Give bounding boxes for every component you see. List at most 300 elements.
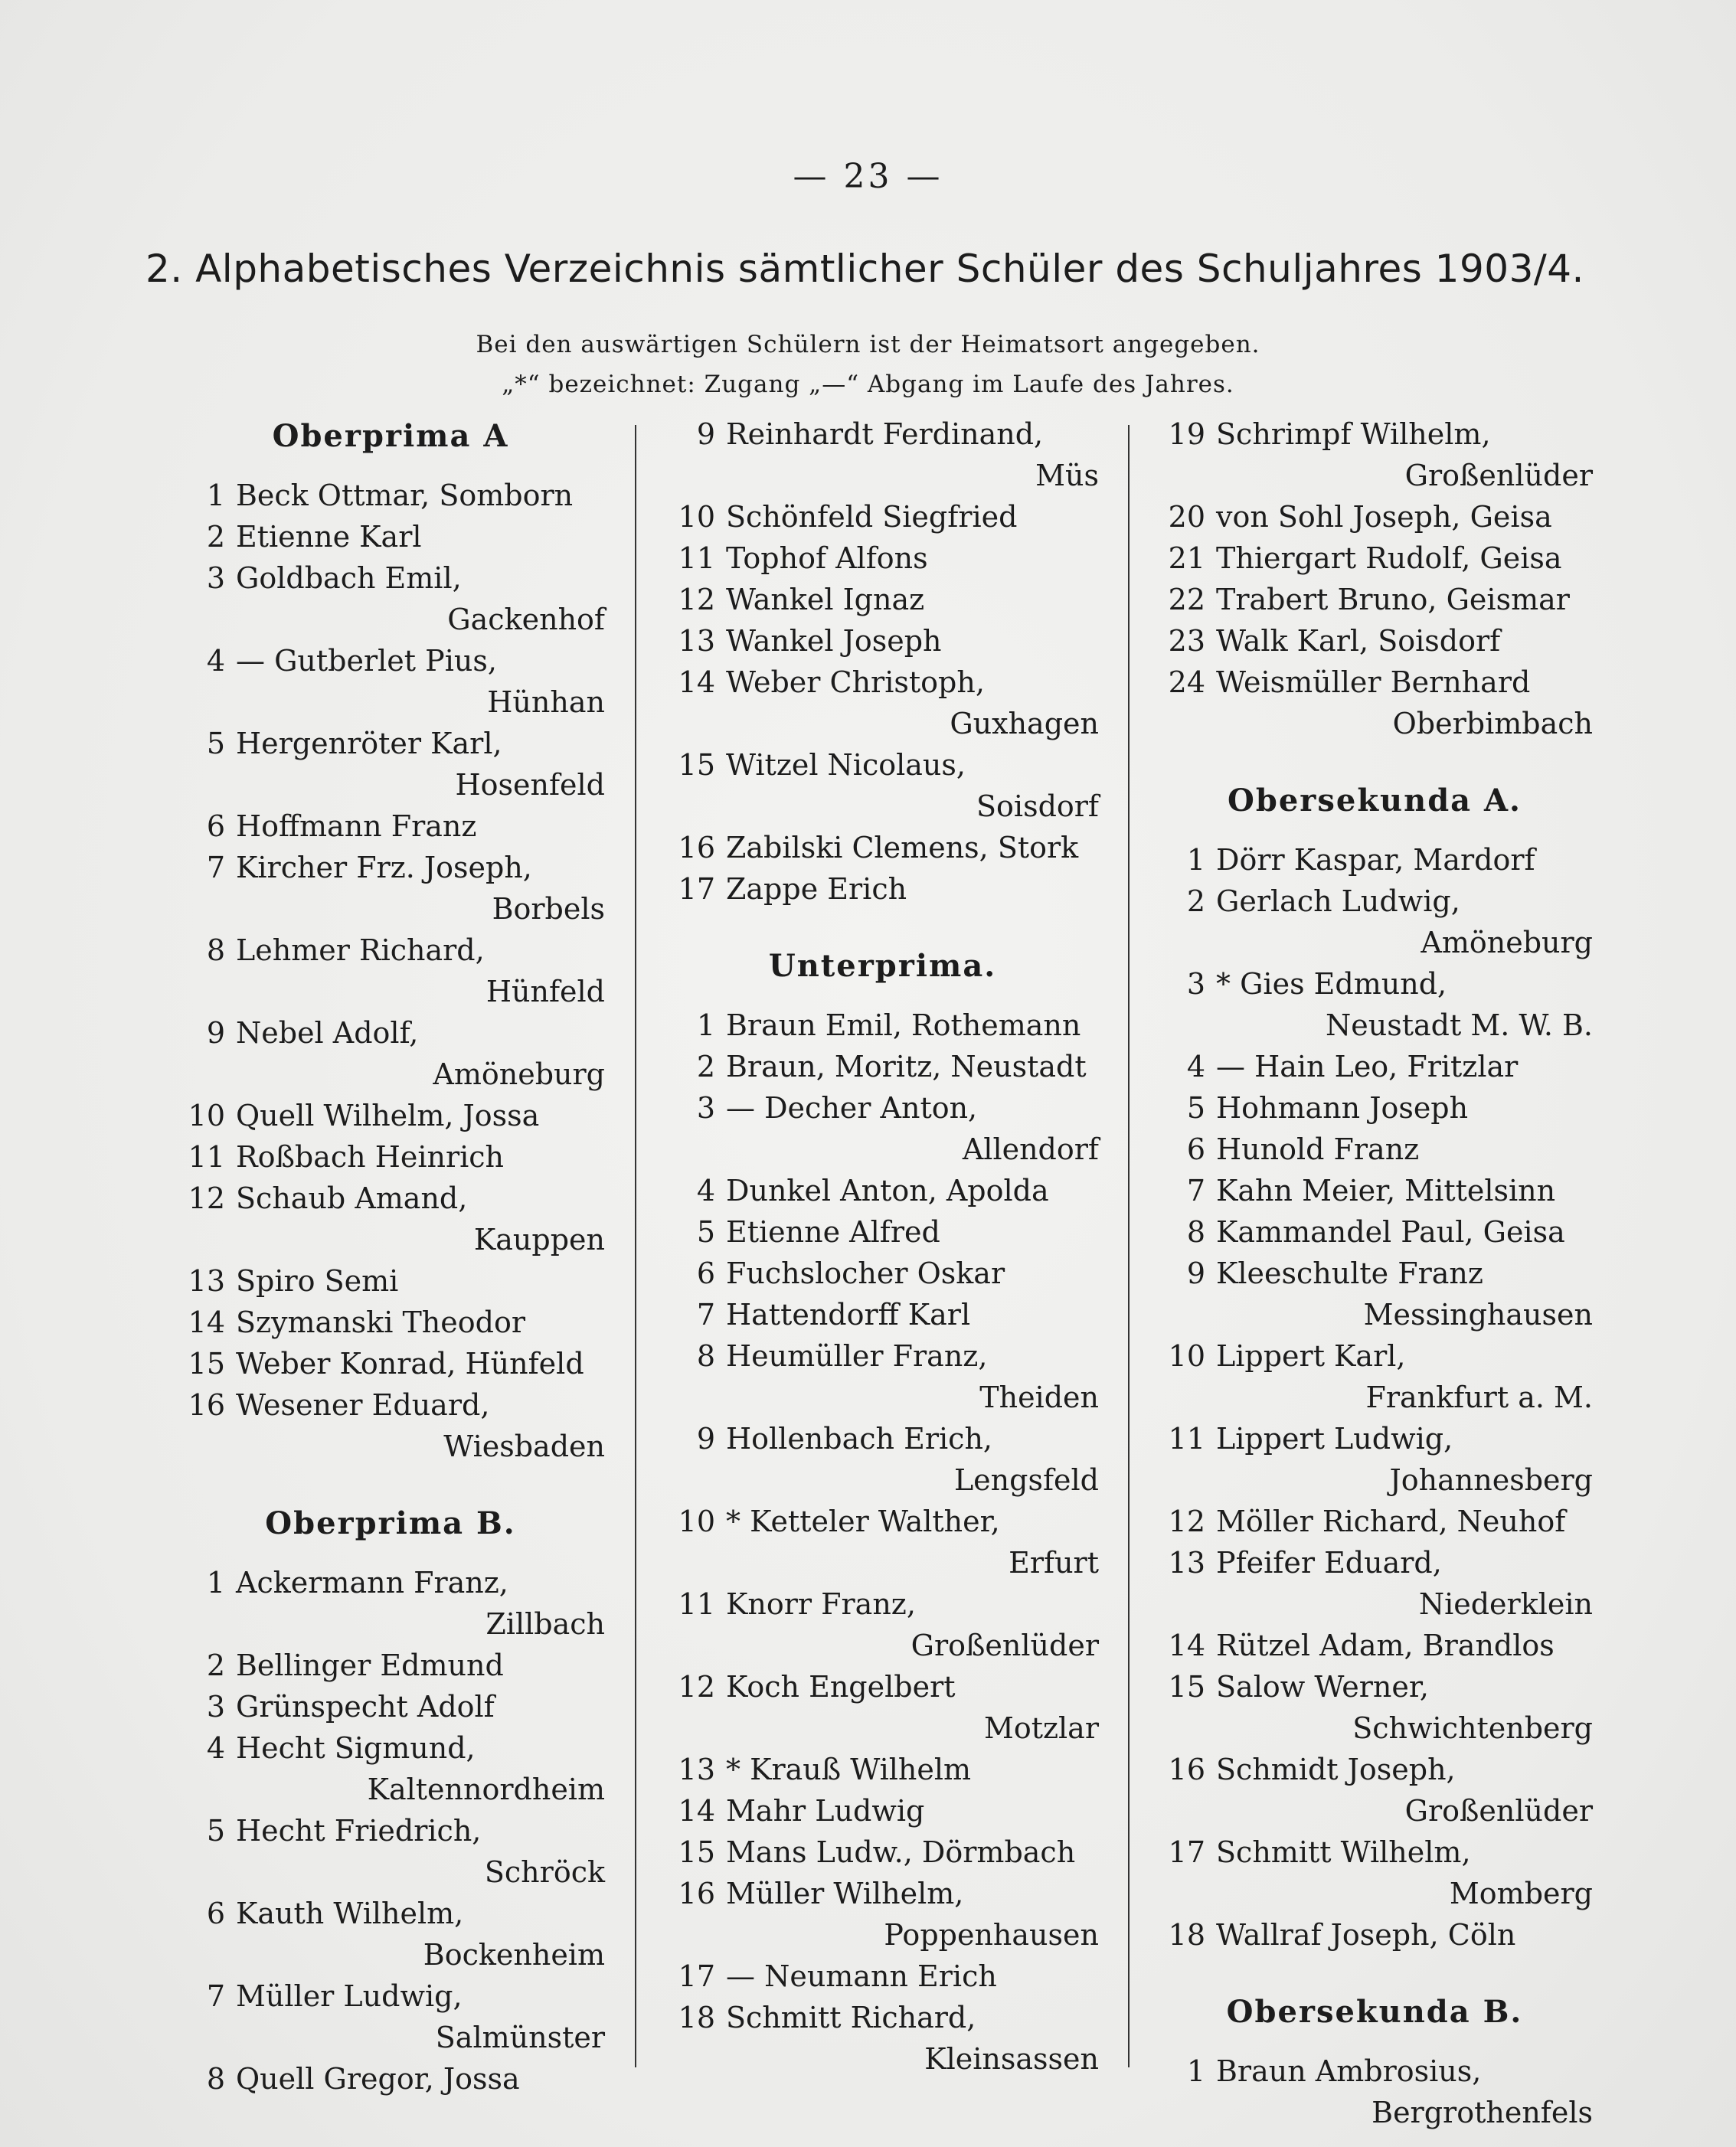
column-divider: [1128, 425, 1130, 2067]
student-entry: [176, 1384, 605, 1467]
student-number: 23: [1168, 624, 1205, 658]
student-hometown: Neustadt M. W. B.: [1326, 1008, 1593, 1042]
student-hometown: Schröck: [484, 1855, 605, 1889]
student-name: * Krauß Wilhelm: [726, 1753, 972, 1786]
class-heading: Oberprima B.: [265, 1505, 516, 1541]
student-line: [176, 1178, 605, 1219]
student-number: 11: [188, 1140, 225, 1174]
student-line: [1156, 963, 1593, 1005]
student-name: Rützel Adam, Brandlos: [1216, 1629, 1555, 1662]
student-entry: [666, 1749, 1099, 1790]
student-line: [176, 1260, 605, 1302]
student-hometown: Müs: [1035, 459, 1099, 492]
student-line: [1156, 1335, 1593, 1377]
student-number: 12: [678, 583, 715, 616]
student-entry: [176, 1302, 605, 1343]
student-line: [666, 413, 1099, 455]
student-line: [1156, 881, 1593, 922]
note-line-1: Bei den auswärtigen Schülern ist der Heimatsort angegeben.: [476, 331, 1260, 358]
student-entry: [666, 827, 1099, 868]
page-heading: 2. Alphabetisches Verzeichnis sämtlicher Schüler des Schuljahres 1903/4.: [145, 247, 1584, 291]
student-name: Schaub Amand,: [236, 1181, 468, 1215]
student-number: 3: [206, 561, 225, 595]
student-name: Reinhardt Ferdinand,: [726, 417, 1044, 451]
student-entry: [1156, 1046, 1593, 1087]
student-entry: [666, 662, 1099, 744]
student-line: [1156, 1501, 1593, 1542]
student-number: 11: [1168, 1422, 1205, 1456]
student-entry: [1156, 1129, 1593, 1170]
student-line: [176, 847, 605, 888]
student-line: [666, 1583, 1099, 1625]
student-line: [176, 930, 605, 971]
student-hometown: Messinghausen: [1363, 1298, 1593, 1332]
student-line: [666, 1046, 1099, 1087]
student-line: [1156, 1087, 1593, 1129]
student-name: Schmitt Richard,: [726, 2001, 976, 2034]
student-name: Goldbach Emil,: [236, 561, 462, 595]
student-hometown: Lengsfeld: [953, 1463, 1099, 1497]
student-line: [176, 1810, 605, 1851]
student-number: 8: [206, 933, 225, 967]
student-entry: [1156, 1418, 1593, 1501]
student-entry: [666, 744, 1099, 827]
student-hometown: Kaltennordheim: [367, 1773, 605, 1806]
student-entry: [666, 413, 1099, 496]
student-number: 1: [696, 1008, 715, 1042]
student-hometown: Niederklein: [1418, 1587, 1593, 1621]
student-number: 5: [206, 1814, 225, 1848]
student-line: [1156, 538, 1593, 579]
student-hometown: Kleinsassen: [924, 2042, 1099, 2076]
student-number: 10: [678, 500, 715, 534]
student-name: Gerlach Ludwig,: [1216, 884, 1460, 918]
student-hometown: Gackenhof: [447, 603, 605, 636]
student-number: 5: [696, 1215, 715, 1249]
student-entry: [176, 1012, 605, 1095]
student-number: 9: [206, 1016, 225, 1050]
student-name: von Sohl Joseph, Geisa: [1216, 500, 1552, 534]
student-line: [1156, 1625, 1593, 1666]
student-number: 6: [696, 1257, 715, 1290]
student-entry: [176, 806, 605, 847]
student-line: [176, 1562, 605, 1603]
student-hometown: Borbels: [492, 892, 605, 926]
student-line: [666, 868, 1099, 910]
student-line: [666, 1749, 1099, 1790]
student-entry: [666, 1832, 1099, 1873]
student-line: [1156, 1832, 1593, 1873]
column-3: [1156, 413, 1593, 2133]
student-entry: [1156, 1170, 1593, 1211]
student-name: Spiro Semi: [236, 1264, 399, 1298]
student-name: Lehmer Richard,: [236, 933, 485, 967]
student-line: [666, 1501, 1099, 1542]
student-entry: [666, 538, 1099, 579]
student-number: 7: [206, 1979, 225, 2013]
student-number: 1: [1186, 843, 1205, 877]
student-entry: [176, 1136, 605, 1178]
student-number: 1: [206, 479, 225, 512]
student-name: Dunkel Anton, Apolda: [726, 1174, 1049, 1207]
student-name: Hattendorff Karl: [726, 1298, 971, 1332]
student-name: Lippert Karl,: [1216, 1339, 1406, 1373]
student-entry: [666, 1211, 1099, 1253]
class-heading: Unterprima.: [768, 948, 997, 984]
student-line: [176, 475, 605, 516]
column-divider: [635, 425, 636, 2067]
student-name: Salow Werner,: [1216, 1670, 1429, 1704]
student-entry: [1156, 963, 1593, 1046]
student-number: 9: [696, 1422, 715, 1456]
student-hometown: Hosenfeld: [455, 768, 605, 802]
student-line: [666, 827, 1099, 868]
student-number: 24: [1168, 665, 1205, 699]
student-name: Wankel Joseph: [726, 624, 942, 658]
student-number: 14: [678, 1794, 715, 1828]
student-name: Schmidt Joseph,: [1216, 1753, 1456, 1786]
student-name: Müller Ludwig,: [236, 1979, 463, 2013]
student-entry: [666, 1997, 1099, 2080]
student-entry: [1156, 1914, 1593, 1956]
student-entry: [176, 1893, 605, 1975]
student-hometown: Poppenhausen: [884, 1918, 1099, 1952]
student-name: Mahr Ludwig: [726, 1794, 925, 1828]
student-entry: [666, 496, 1099, 538]
student-line: [666, 1294, 1099, 1335]
student-hometown: Großenlüder: [911, 1629, 1099, 1662]
student-line: [666, 1170, 1099, 1211]
student-entry: [176, 475, 605, 516]
student-line: [666, 1666, 1099, 1707]
student-line: [1156, 1542, 1593, 1583]
column-2: [666, 413, 1099, 2080]
student-line: [1156, 496, 1593, 538]
student-name: Hoffmann Franz: [236, 809, 477, 843]
student-name: * Gies Edmund,: [1216, 967, 1447, 1001]
student-number: 16: [678, 1877, 715, 1910]
student-number: 6: [1186, 1132, 1205, 1166]
student-line: [176, 557, 605, 599]
student-name: Bellinger Edmund: [236, 1649, 504, 1682]
student-line: [1156, 1046, 1593, 1087]
student-name: Hecht Friedrich,: [236, 1814, 482, 1848]
student-line: [1156, 1129, 1593, 1170]
student-name: Thiergart Rudolf, Geisa: [1216, 541, 1562, 575]
class-heading: Oberprima A: [272, 418, 509, 454]
student-entry: [176, 1178, 605, 1260]
student-hometown: Erfurt: [1009, 1546, 1099, 1580]
student-line: [666, 1790, 1099, 1832]
student-entry: [1156, 1542, 1593, 1625]
student-number: 1: [206, 1566, 225, 1600]
student-number: 4: [696, 1174, 715, 1207]
student-entry: [1156, 662, 1593, 744]
student-entry: [176, 1343, 605, 1384]
student-entry: [176, 1645, 605, 1686]
student-line: [666, 1005, 1099, 1046]
student-name: Zappe Erich: [726, 872, 907, 906]
student-name: Mans Ludw., Dörmbach: [726, 1835, 1076, 1869]
student-line: [1156, 1211, 1593, 1253]
student-hometown: Johannesberg: [1389, 1463, 1593, 1497]
student-entry: [666, 1418, 1099, 1501]
student-entry: [666, 1666, 1099, 1749]
student-hometown: Großenlüder: [1404, 1794, 1593, 1828]
student-line: [1156, 1749, 1593, 1790]
student-line: [176, 1384, 605, 1426]
student-line: [176, 723, 605, 764]
student-entry: [176, 1686, 605, 1727]
student-line: [176, 1012, 605, 1054]
student-line: [666, 1997, 1099, 2038]
student-name: Wankel Ignaz: [726, 583, 925, 616]
student-entry: [1156, 579, 1593, 620]
student-hometown: Bockenheim: [423, 1938, 605, 1972]
student-entry: [1156, 1749, 1593, 1832]
student-line: [176, 1645, 605, 1686]
student-number: 8: [1186, 1215, 1205, 1249]
student-line: [176, 2058, 605, 2100]
student-name: Witzel Nicolaus,: [726, 748, 966, 782]
student-number: 18: [678, 2001, 715, 2034]
student-entry: [1156, 538, 1593, 579]
student-line: [176, 1686, 605, 1727]
student-line: [176, 1893, 605, 1934]
student-number: 6: [206, 809, 225, 843]
student-name: Heumüller Franz,: [726, 1339, 988, 1373]
student-hometown: Großenlüder: [1404, 459, 1593, 492]
student-entry: [1156, 839, 1593, 881]
student-line: [176, 1343, 605, 1384]
student-entry: [1156, 1666, 1593, 1749]
student-name: — Decher Anton,: [726, 1091, 978, 1125]
student-name: Szymanski Theodor: [236, 1306, 525, 1339]
student-name: Quell Wilhelm, Jossa: [236, 1099, 540, 1132]
student-line: [1156, 620, 1593, 662]
student-name: Weber Christoph,: [726, 665, 985, 699]
student-number: 11: [678, 1587, 715, 1621]
student-number: 7: [1186, 1174, 1205, 1207]
student-entry: [666, 1956, 1099, 1997]
student-name: Fuchslocher Oskar: [726, 1257, 1005, 1290]
student-line: [1156, 662, 1593, 703]
student-name: Etienne Karl: [236, 520, 422, 554]
student-name: Schrimpf Wilhelm,: [1216, 417, 1491, 451]
student-entry: [1156, 1087, 1593, 1129]
student-number: 2: [206, 520, 225, 554]
student-line: [666, 496, 1099, 538]
student-line: [666, 1087, 1099, 1129]
student-name: Roßbach Heinrich: [236, 1140, 505, 1174]
student-name: — Hain Leo, Fritzlar: [1216, 1050, 1519, 1083]
student-number: 3: [696, 1091, 715, 1125]
student-number: 22: [1168, 583, 1205, 616]
column-1: [176, 413, 605, 2100]
student-hometown: Motzlar: [983, 1711, 1099, 1745]
student-name: Beck Ottmar, Somborn: [236, 479, 574, 512]
student-entry: [666, 1790, 1099, 1832]
student-number: 12: [678, 1670, 715, 1704]
student-entry: [1156, 1211, 1593, 1253]
student-name: Ackermann Franz,: [236, 1566, 508, 1600]
student-name: * Ketteler Walther,: [726, 1505, 1000, 1538]
student-number: 20: [1168, 500, 1205, 534]
student-number: 3: [206, 1690, 225, 1724]
student-name: Kammandel Paul, Geisa: [1216, 1215, 1565, 1249]
student-name: Tophof Alfons: [726, 541, 928, 575]
student-hometown: Theiden: [979, 1381, 1099, 1414]
student-name: Etienne Alfred: [726, 1215, 940, 1249]
student-hometown: Momberg: [1449, 1877, 1593, 1910]
student-number: 10: [1168, 1339, 1205, 1373]
student-name: Kleeschulte Franz: [1216, 1257, 1483, 1290]
student-number: 13: [1168, 1546, 1205, 1580]
student-name: Schönfeld Siegfried: [726, 500, 1018, 534]
student-entry: [666, 1005, 1099, 1046]
student-entry: [666, 1501, 1099, 1583]
student-line: [666, 620, 1099, 662]
student-number: 2: [206, 1649, 225, 1682]
student-number: 12: [1168, 1505, 1205, 1538]
student-line: [176, 516, 605, 557]
student-hometown: Zillbach: [485, 1607, 605, 1641]
student-number: 2: [1186, 884, 1205, 918]
student-number: 15: [188, 1347, 225, 1381]
student-name: Müller Wilhelm,: [726, 1877, 964, 1910]
student-entry: [1156, 1832, 1593, 1914]
student-line: [666, 1253, 1099, 1294]
student-line: [1156, 1914, 1593, 1956]
student-name: Lippert Ludwig,: [1216, 1422, 1453, 1456]
student-entry: [176, 930, 605, 1012]
student-entry: [1156, 1501, 1593, 1542]
student-entry: [666, 620, 1099, 662]
student-line: [666, 662, 1099, 703]
class-heading: Obersekunda A.: [1228, 783, 1522, 819]
student-name: Kircher Frz. Joseph,: [236, 851, 532, 884]
student-entry: [176, 1810, 605, 1893]
student-line: [176, 1975, 605, 2017]
student-entry: [1156, 1253, 1593, 1335]
student-name: Knorr Franz,: [726, 1587, 916, 1621]
student-line: [1156, 1418, 1593, 1459]
student-name: Koch Engelbert: [726, 1670, 956, 1704]
student-line: [666, 1873, 1099, 1914]
student-number: 16: [188, 1388, 225, 1422]
student-line: [666, 1956, 1099, 1997]
student-name: Trabert Bruno, Geismar: [1216, 583, 1570, 616]
student-line: [666, 538, 1099, 579]
student-number: 17: [678, 1959, 715, 1993]
student-entry: [176, 847, 605, 930]
student-name: Braun Ambrosius,: [1216, 2054, 1482, 2088]
student-entry: [176, 557, 605, 640]
student-number: 7: [696, 1298, 715, 1332]
student-name: Kahn Meier, Mittelsinn: [1216, 1174, 1556, 1207]
student-number: 6: [206, 1897, 225, 1930]
student-entry: [1156, 1625, 1593, 1666]
student-entry: [666, 1335, 1099, 1418]
student-name: Dörr Kaspar, Mardorf: [1216, 843, 1535, 877]
student-line: [176, 1095, 605, 1136]
page-number: — 23 —: [793, 157, 943, 196]
student-name: Braun, Moritz, Neustadt: [726, 1050, 1087, 1083]
student-line: [1156, 413, 1593, 455]
student-entry: [176, 1562, 605, 1645]
student-number: 14: [188, 1306, 225, 1339]
student-entry: [666, 1170, 1099, 1211]
student-number: 14: [1168, 1629, 1205, 1662]
student-entry: [176, 640, 605, 723]
student-entry: [176, 516, 605, 557]
student-entry: [666, 1087, 1099, 1170]
student-entry: [666, 1253, 1099, 1294]
student-line: [666, 1832, 1099, 1873]
student-line: [1156, 579, 1593, 620]
student-entry: [176, 1095, 605, 1136]
student-number: 21: [1168, 541, 1205, 575]
student-name: — Gutberlet Pius,: [236, 644, 497, 678]
student-number: 15: [678, 1835, 715, 1869]
student-hometown: Kauppen: [473, 1223, 605, 1257]
student-number: 15: [678, 748, 715, 782]
student-line: [1156, 839, 1593, 881]
student-name: — Neumann Erich: [726, 1959, 997, 1993]
student-line: [666, 1335, 1099, 1377]
student-entry: [666, 868, 1099, 910]
student-number: 8: [206, 2062, 225, 2096]
student-entry: [1156, 1335, 1593, 1418]
student-line: [666, 1418, 1099, 1459]
student-number: 13: [188, 1264, 225, 1298]
student-name: Pfeifer Eduard,: [1216, 1546, 1442, 1580]
student-hometown: Oberbimbach: [1392, 707, 1593, 740]
student-hometown: Amöneburg: [1421, 926, 1593, 959]
student-number: 2: [696, 1050, 715, 1083]
student-number: 13: [678, 624, 715, 658]
student-number: 9: [696, 417, 715, 451]
student-line: [176, 1302, 605, 1343]
student-hometown: Allendorf: [962, 1132, 1099, 1166]
student-hometown: Hünhan: [487, 685, 605, 719]
student-line: [176, 640, 605, 681]
student-entry: [176, 2058, 605, 2100]
student-line: [666, 744, 1099, 786]
student-entry: [1156, 620, 1593, 662]
student-number: 17: [1168, 1835, 1205, 1869]
student-name: Nebel Adolf,: [236, 1016, 419, 1050]
student-number: 7: [206, 851, 225, 884]
student-entry: [176, 1260, 605, 1302]
student-number: 1: [1186, 2054, 1205, 2088]
student-number: 14: [678, 665, 715, 699]
student-number: 18: [1168, 1918, 1205, 1952]
student-name: Hohmann Joseph: [1216, 1091, 1469, 1125]
student-line: [1156, 1253, 1593, 1294]
student-hometown: Guxhagen: [950, 707, 1099, 740]
student-entry: [1156, 2051, 1593, 2133]
student-number: 12: [188, 1181, 225, 1215]
student-name: Braun Emil, Rothemann: [726, 1008, 1081, 1042]
student-line: [1156, 1170, 1593, 1211]
student-entry: [666, 1583, 1099, 1666]
student-number: 4: [206, 1731, 225, 1765]
student-line: [666, 579, 1099, 620]
student-number: 17: [678, 872, 715, 906]
student-name: Wallraf Joseph, Cöln: [1216, 1918, 1516, 1952]
student-entry: [666, 1294, 1099, 1335]
